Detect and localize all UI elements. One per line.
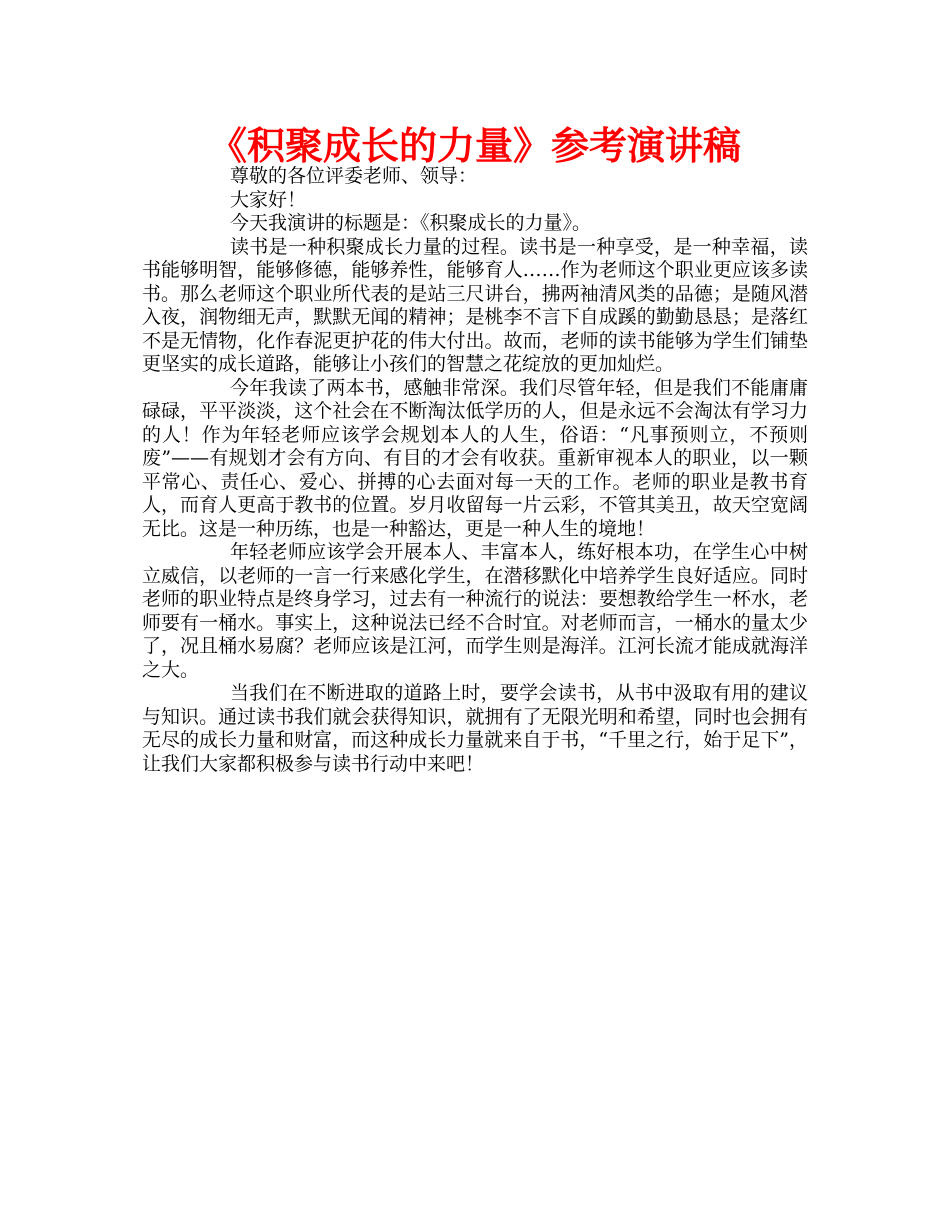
body-paragraph: 读书是一种积聚成长力量的过程。读书是一种享受，是一种幸福，读书能够明智，能够修德，能够养性，能够育人……作为老师这个职业更应该多读书。那么老师这个职业所代表的是站三尺讲台，拂两袖清风类的品德；是随风潜入夜，润物细无声，默默无闻的精神；是桃李不言下自成蹊的勤勤恳恳；是落红不是无情物，化作春泥更护花的伟大付出。故而，老师的读书能够为学生们铺垫更坚实的成长道路，能够让小孩们的智慧之花绽放的更加灿烂。 — [142, 235, 808, 375]
salutation: 尊敬的各位评委老师、领导： — [230, 165, 478, 187]
document-title: 《积聚成长的力量》参考演讲稿 — [208, 124, 741, 168]
body-paragraph: 年轻老师应该学会开展本人、丰富本人，练好根本功，在学生心中树立威信，以老师的一言一行来感化学生，在潜移默化中培养学生良好适应。同时老师的职业特点是终身学习，过去有一种流行的说法：要想教给学生一杯水，老师要有一桶水。事实上，这种说法已经不合时宜。对老师而言，一桶水的量太少了，况且桶水易腐？老师应该是江河，而学生则是海洋。江河长流才能成就海洋之大。 — [142, 541, 808, 681]
closing-paragraph: 当我们在不断进取的道路上时，要学会读书，从书中汲取有用的建议与知识。通过读书我们就会获得知识，就拥有了无限光明和希望，同时也会拥有无尽的成长力量和财富，而这种成长力量就来自于书，“千里之行，始于足下”，让我们大家都积极参与读书行动中来吧！ — [142, 682, 808, 775]
document-body — [142, 165, 808, 776]
speech-topic: 今天我演讲的标题是：《积聚成长的力量》。 — [230, 212, 592, 234]
body-paragraph: 今年我读了两本书，感触非常深。我们尽管年轻，但是我们不能庸庸碌碌，平平淡淡，这个社会在不断淘汰低学历的人，但是永远不会淘汰有学习力的人！作为年轻老师应该学会规划本人的人生，俗语：“凡事预则立，不预则废”——有规划才会有方向、有目的才会有收获。重新审视本人的职业，以一颗平常心、责任心、爱心、拼搏的心去面对每一天的工作。老师的职业是教书育人，而育人更高于教书的位置。岁月收留每一片云彩，不管其美丑，故天空宽阔无比。这是一种历练，也是一种豁达，更是一种人生的境地！ — [142, 376, 808, 540]
greeting: 大家好！ — [230, 188, 307, 211]
